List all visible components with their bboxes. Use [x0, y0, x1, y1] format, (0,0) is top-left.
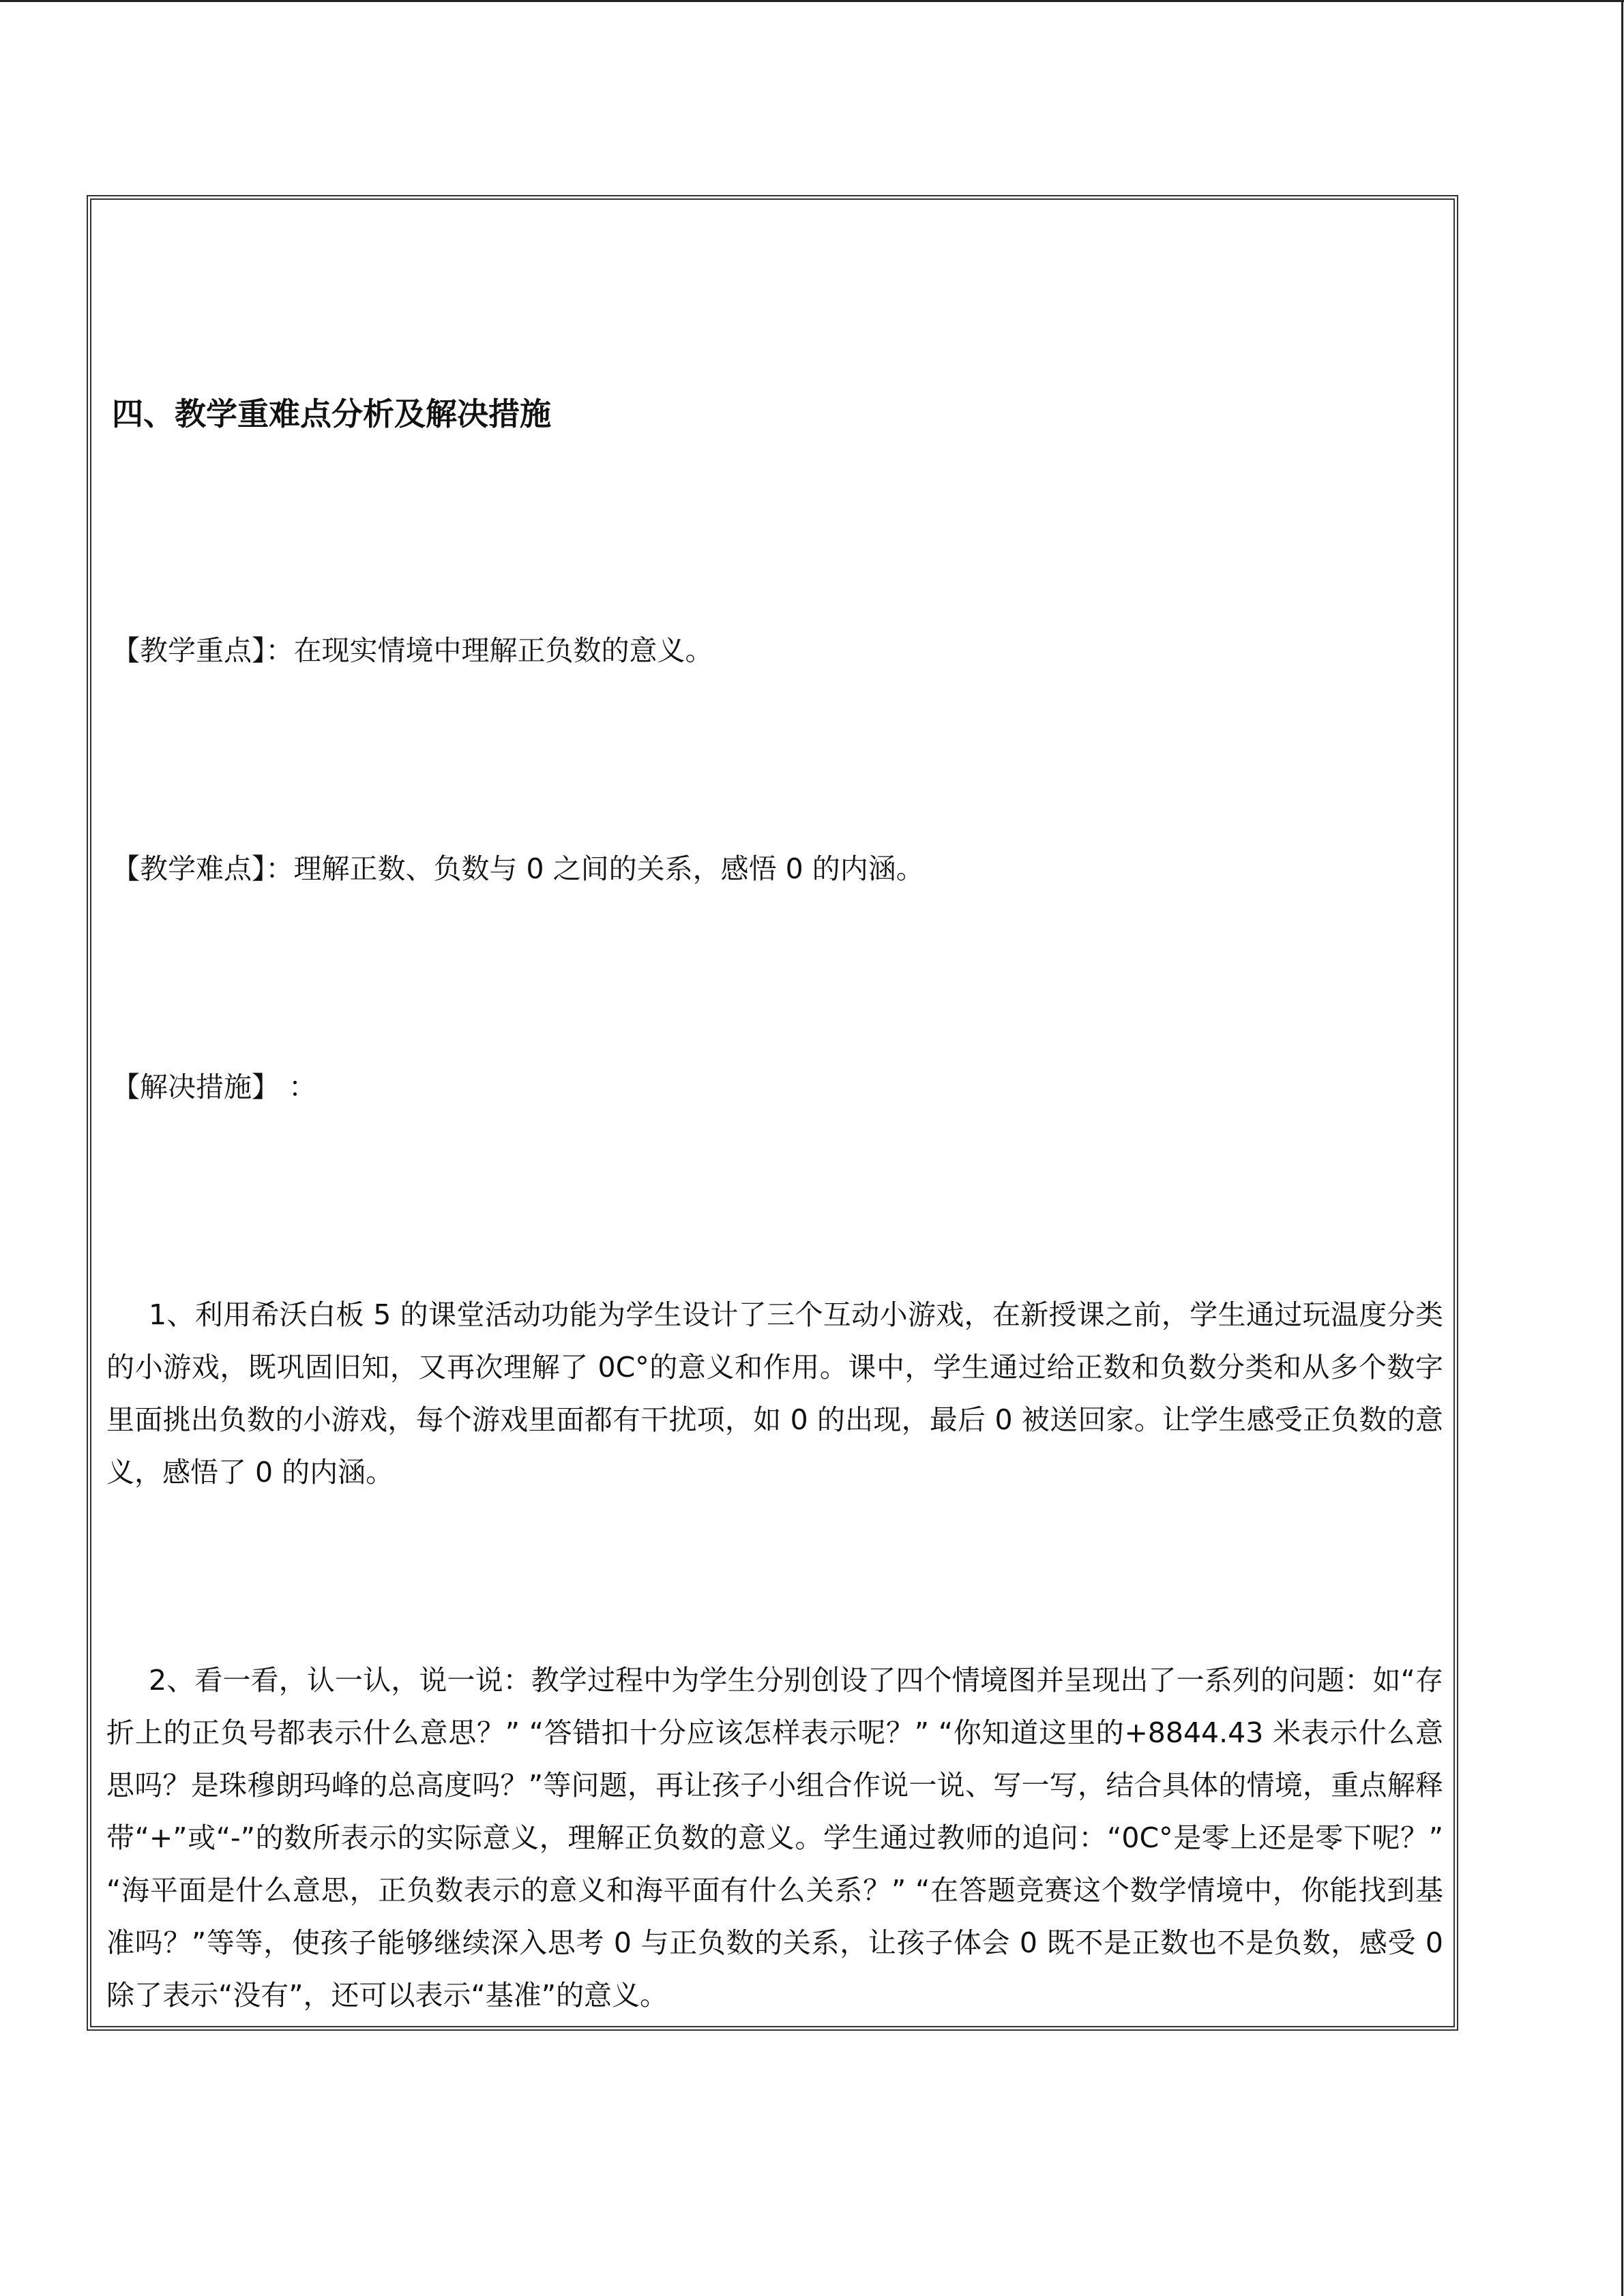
content-frame: [87, 195, 1458, 2031]
section-heading: 四、教学重难点分析及解决措施: [112, 396, 551, 432]
content-frame-body: [91, 200, 1453, 2026]
measure-paragraph-2: 2、看一看，认一认，说一说：教学过程中为学生分别创设了四个情境图并呈现出了一系列的问题：如“存折上的正负号都表示什么意思？” “答错扣十分应该怎样表示呢？” “你知道这里的+8844.43 米表示什么意思吗？是珠穆朗玛峰的总高度吗？”等问题，再让孩子小组合作说一说、写一写，结合具体的情境，重点解释带“+”或“-”的数所表示的实际意义，理解正负数的意义。学生通过教师的追问：“0C°是零上还是零下呢？” “海平面是什么意思，正负数表示的意义和海平面有什么关系？” “在答题竞赛这个数学情境中，你能找到基准吗？”等等，使孩子能够继续深入思考 0 与正负数的关系，让孩子体会 0 既不是正数也不是负数，感受 0 除了表示“没有”，还可以表示“基准”的意义。: [106, 1664, 1444, 2012]
page-right-rule: [1621, 0, 1623, 2296]
page-top-rule: [0, 0, 1624, 2]
difficulty-text: 【教学难点】：理解正数、负数与 0 之间的关系，感悟 0 的内涵。: [112, 852, 924, 885]
measures-label: 【解决措施】 ：: [112, 1071, 317, 1103]
key-point-text: 【教学重点】：在现实情境中理解正负数的意义。: [112, 634, 713, 667]
measure-paragraph-1: 1、利用希沃白板 5 的课堂活动功能为学生设计了三个互动小游戏，在新授课之前，学生通过玩温度分类的小游戏，既巩固旧知，又再次理解了 0C°的意义和作用。课中，学生通过给正数和负数分类和从多个数字里面挑出负数的小游戏，每个游戏里面都有干扰项，如 0 的出现，最后 0 被送回家。让学生感受正负数的意义，感悟了 0 的内涵。: [106, 1298, 1443, 1489]
